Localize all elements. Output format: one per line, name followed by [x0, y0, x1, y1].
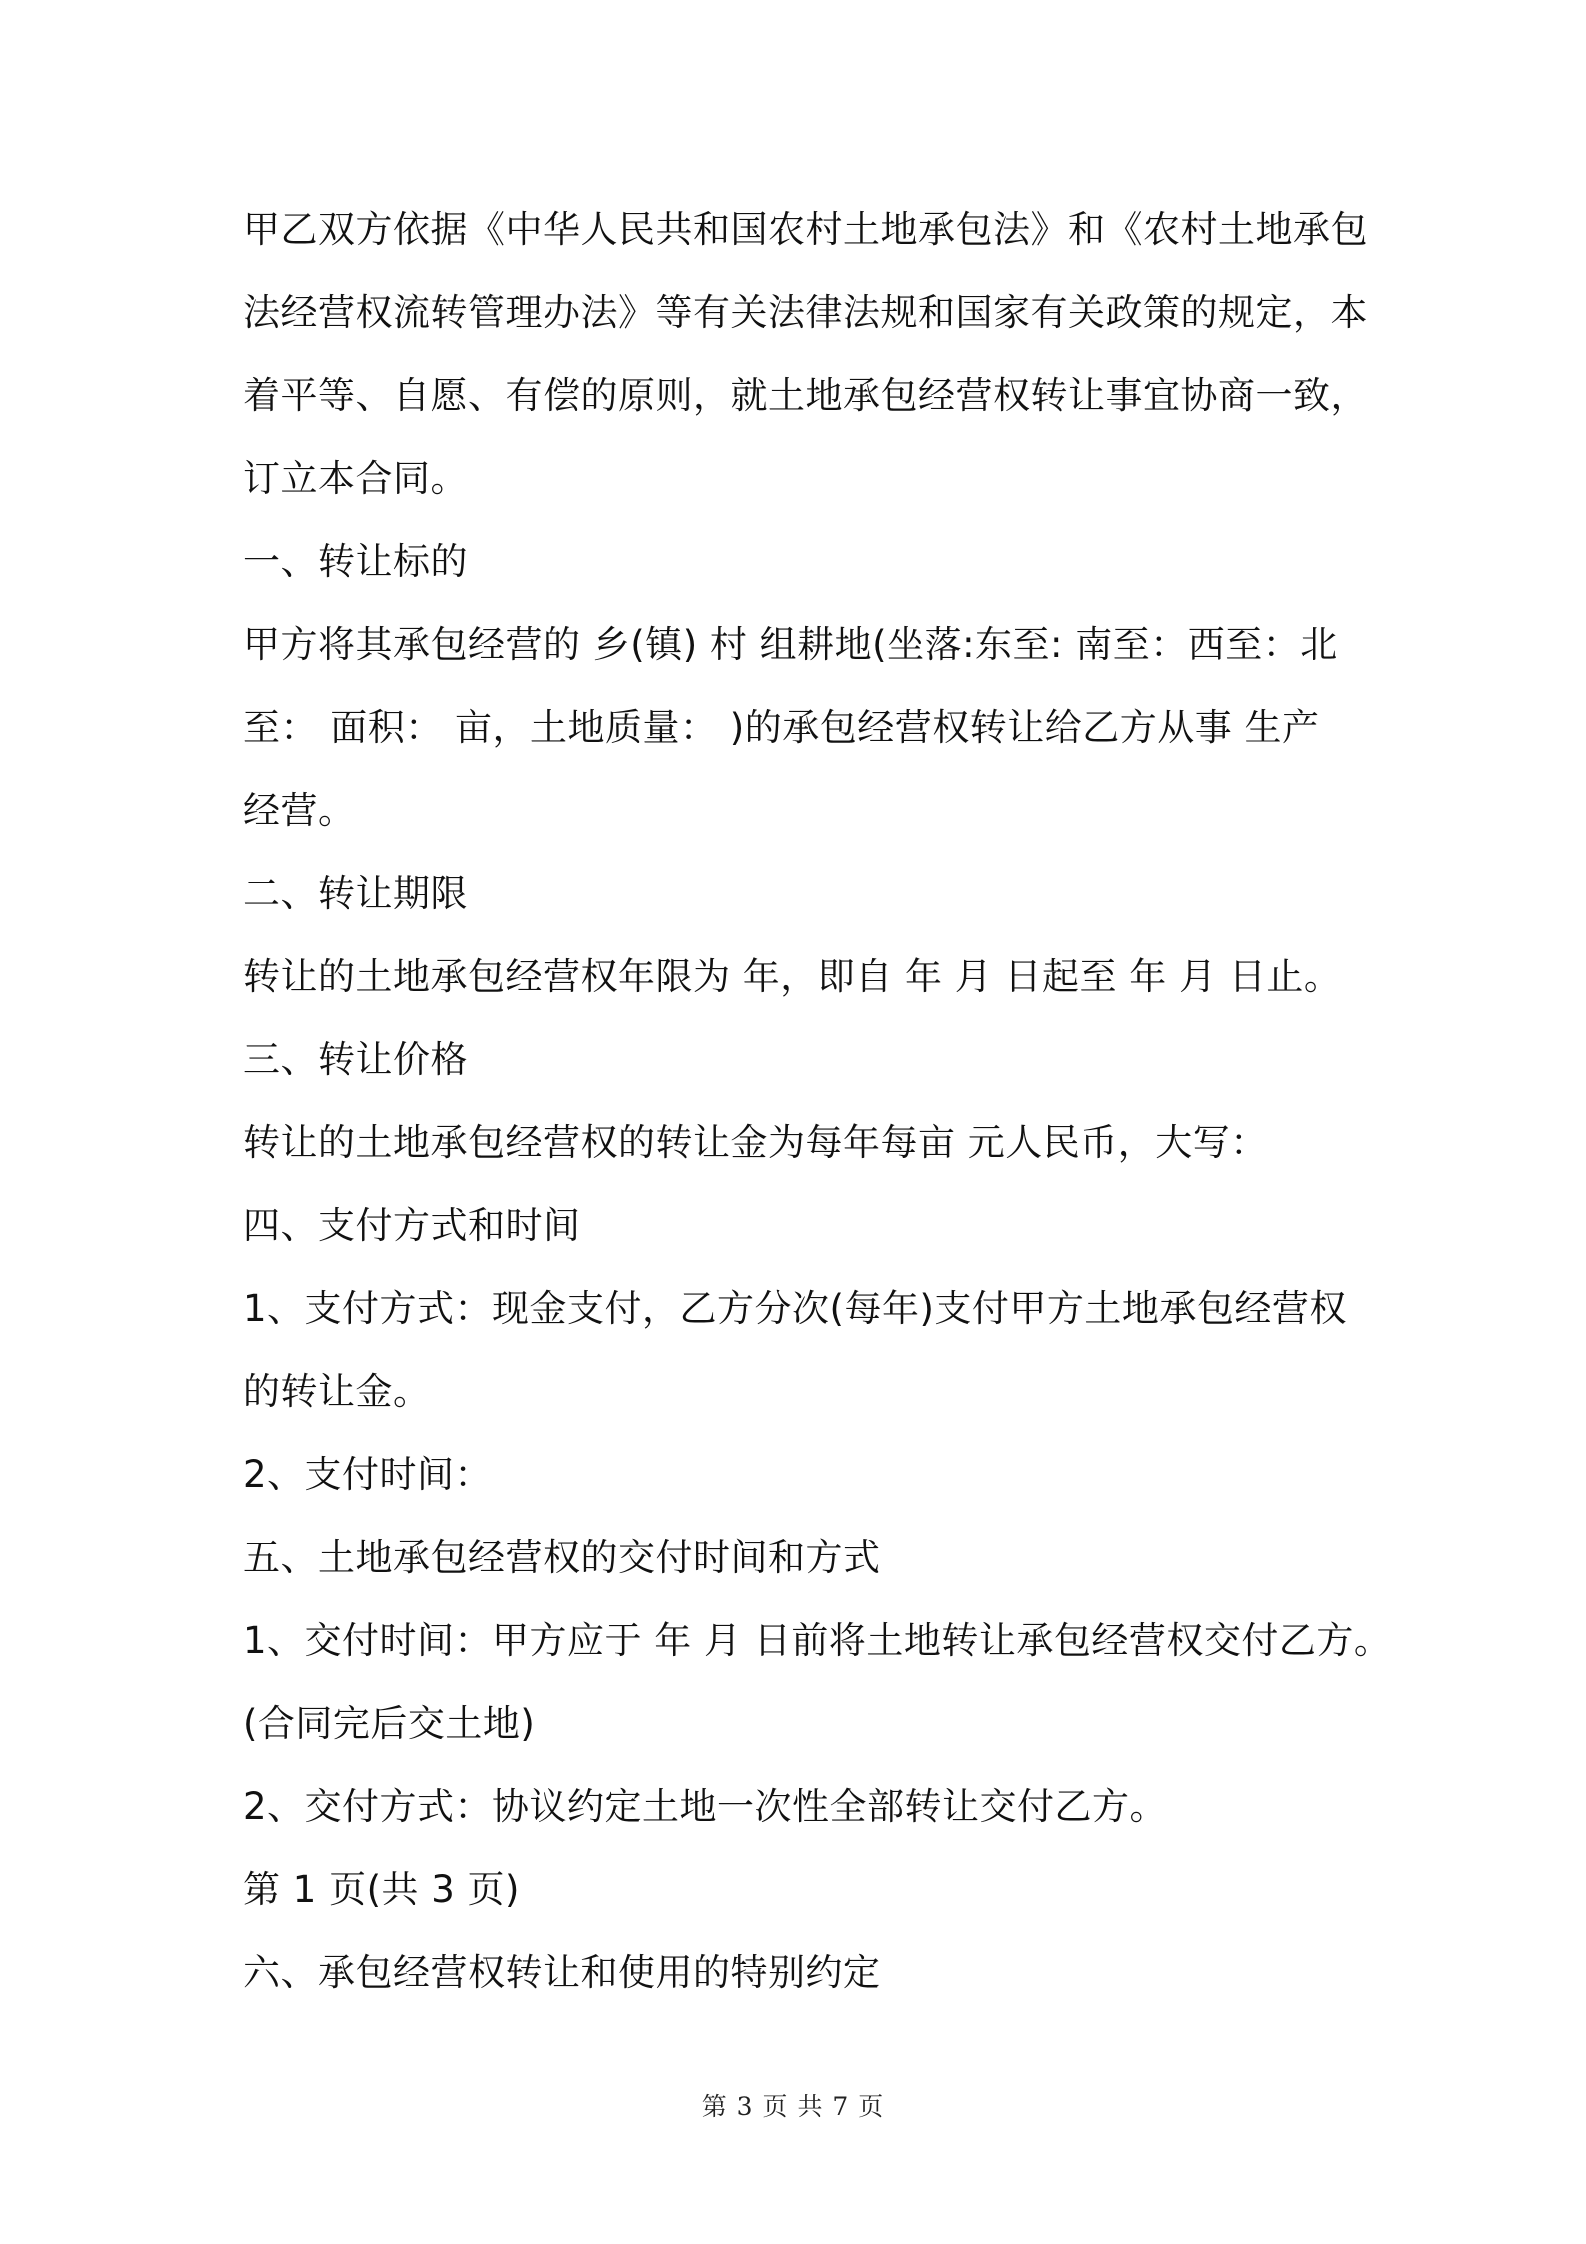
paragraph-line: 转让的土地承包经营权的转让金为每年每亩 元人民币，大写：	[243, 1121, 1268, 1164]
paragraph-line: (合同完后交土地)	[243, 1702, 536, 1745]
section-heading: 五、土地承包经营权的交付时间和方式	[243, 1536, 881, 1579]
paragraph-line: 1、支付方式：现金支付，乙方分次(每年)支付甲方土地承包经营权	[243, 1287, 1347, 1330]
paragraph-line: 至： 面积： 亩，土地质量： )的承包经营权转让给乙方从事 生产	[243, 706, 1320, 749]
section-heading: 四、支付方式和时间	[243, 1204, 581, 1247]
paragraph-line: 甲乙双方依据《中华人民共和国农村土地承包法》和《农村土地承包	[243, 208, 1368, 251]
section-heading: 二、转让期限	[243, 872, 468, 915]
paragraph-line: 甲方将其承包经营的 乡(镇) 村 组耕地(坐落:东至: 南至：西至：北	[243, 623, 1338, 666]
paragraph-line: 2、支付时间：	[243, 1453, 493, 1496]
paragraph-line: 订立本合同。	[243, 457, 468, 500]
section-heading: 六、承包经营权转让和使用的特别约定	[243, 1951, 881, 1994]
paragraph-line: 2、交付方式：协议约定土地一次性全部转让交付乙方。	[243, 1785, 1168, 1828]
paragraph-line: 1、交付时间：甲方应于 年 月 日前将土地转让承包经营权交付乙方。	[243, 1619, 1392, 1662]
paragraph-line: 法经营权流转管理办法》等有关法律法规和国家有关政策的规定，本	[243, 291, 1368, 334]
paragraph-line: 着平等、自愿、有偿的原则，就土地承包经营权转让事宜协商一致，	[243, 374, 1368, 417]
section-heading: 三、转让价格	[243, 1038, 468, 1081]
inline-page-marker: 第 1 页(共 3 页)	[243, 1868, 520, 1911]
section-heading: 一、转让标的	[243, 540, 468, 583]
page-footer: 第 3 页 共 7 页	[701, 2092, 885, 2121]
paragraph-line: 的转让金。	[243, 1370, 431, 1413]
paragraph-line: 转让的土地承包经营权年限为 年，即自 年 月 日起至 年 月 日止。	[243, 955, 1342, 998]
paragraph-line: 经营。	[243, 789, 356, 832]
